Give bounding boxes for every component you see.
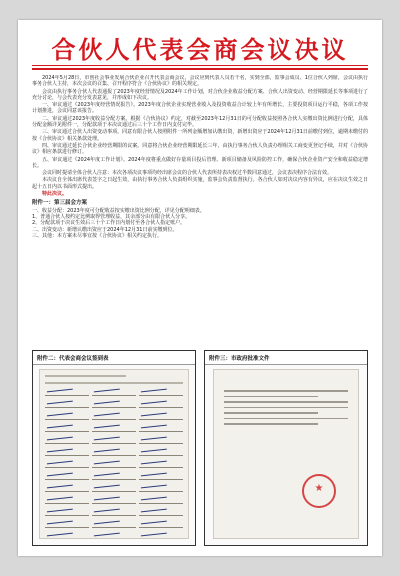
body-paragraph: 二、审议通过2023年度收益分配方案。根据《合伙协议》约定，对截至2023年12月31日的可分配收益按照各合伙人实缴出资比例进行分配，具体分配金额详见附件一，分配款项于本决议通过后三十个工作日内支付完毕。 [32,115,368,129]
attachment-item: 三、其他：本方案未尽事宜按《合伙协议》相关约定执行。 [32,232,163,239]
title-rule-thin [32,65,368,66]
official-seal-icon [302,474,336,508]
body-paragraph: 本决议自全体出席代表签字之日起生效，由执行事务合伙人负责组织实施，监事会负责监督执行。各合伙人如对决议内容有异议，应在决议生效之日起十五日内以书面形式提出。 [32,177,368,190]
signin-scan-image [39,369,189,539]
body-paragraph: 五、审议通过《2024年度工作计划》。2024年度将重点做好存量项目投后管理、新项目储备及风险防控工作，确保合伙企业资产安全和收益稳定增长。 [32,156,368,169]
annex-caption: 附件二：代表会商会议签到表 [33,351,195,365]
attachment-item: 1、普通合伙人按约定比例取得管理收益，其余部分由有限合伙人分享。 [32,213,191,220]
title-rule-thick [32,68,368,70]
body-paragraph: 会议同时提请全体合伙人注意：本次各项决议事项均经出席会议的合伙人代表所持表决权过半数同意通过，会议表决程序合法有效。 [42,170,333,177]
body-paragraph: 三、审议通过合伙人出资变动事项。同意有限合伙人按照附件一所列金额增加认缴出资，新增出资应于2024年12月31日前缴付到位，逾期未缴付的按《合伙协议》相关条款处理。 [32,129,368,142]
attachment-item: 2、分配款项于决议生效后三十个工作日内划付至各合伙人指定账户。 [32,220,186,227]
attachment-item: 一、收益分配：2023年度可分配收益按实缴出资比例分配，详见分配明细表。 [32,207,205,214]
body-paragraph: 会议由执行事务合伙人代表通报了2023年度经营情况及2024年工作计划，对合伙企业收益分配方案、合伙人出资变动、经营期限延长等事项进行了充分讨论，与会代表充分发表意见，并形成如下决议。 [32,88,368,101]
body-paragraph: 2024年5月28日，市创社会事业发展合伙企业召开代表会商会议，会议应到代表人员若干名，实到全部，监事会成员、1位合伙人列席，会议由执行事务合伙人主持，本次会议的召集、召开程序符合《合伙协议》的相关规定。 [32,75,368,88]
annex-caption: 附件三：市政府批准文件 [205,351,367,365]
attachment-item: 二、出资变动：新增认缴出资应于2024年12月31日前实缴到位。 [32,226,178,233]
annex-approval-document [204,350,368,546]
approval-scan-image [213,369,359,539]
resolution-body [32,75,368,348]
attachment-list [32,208,368,239]
document-page [18,20,382,556]
highlight-paragraph: 特此决议。 [42,191,68,198]
body-paragraph: 一、审议通过《2023年度经营情况报告》。2023年度合伙企业实现营业收入及投资收益合计较上年有所增长，主要投资项目运行平稳，各项工作按计划推进，会议同意该报告。 [32,102,368,115]
attachment-title: 附件一：第三届会方案 [32,200,88,207]
document-title: 合伙人代表会商会议决议 [51,35,349,64]
annex-signin-sheet [32,350,196,546]
body-paragraph: 四、审议通过延长合伙企业经营期限的议案。同意将合伙企业经营期限延长三年，由执行事务合伙人负责办理相关工商变更登记手续，并对《合伙协议》相应条款进行修订。 [32,142,368,156]
annex-area [32,350,368,546]
